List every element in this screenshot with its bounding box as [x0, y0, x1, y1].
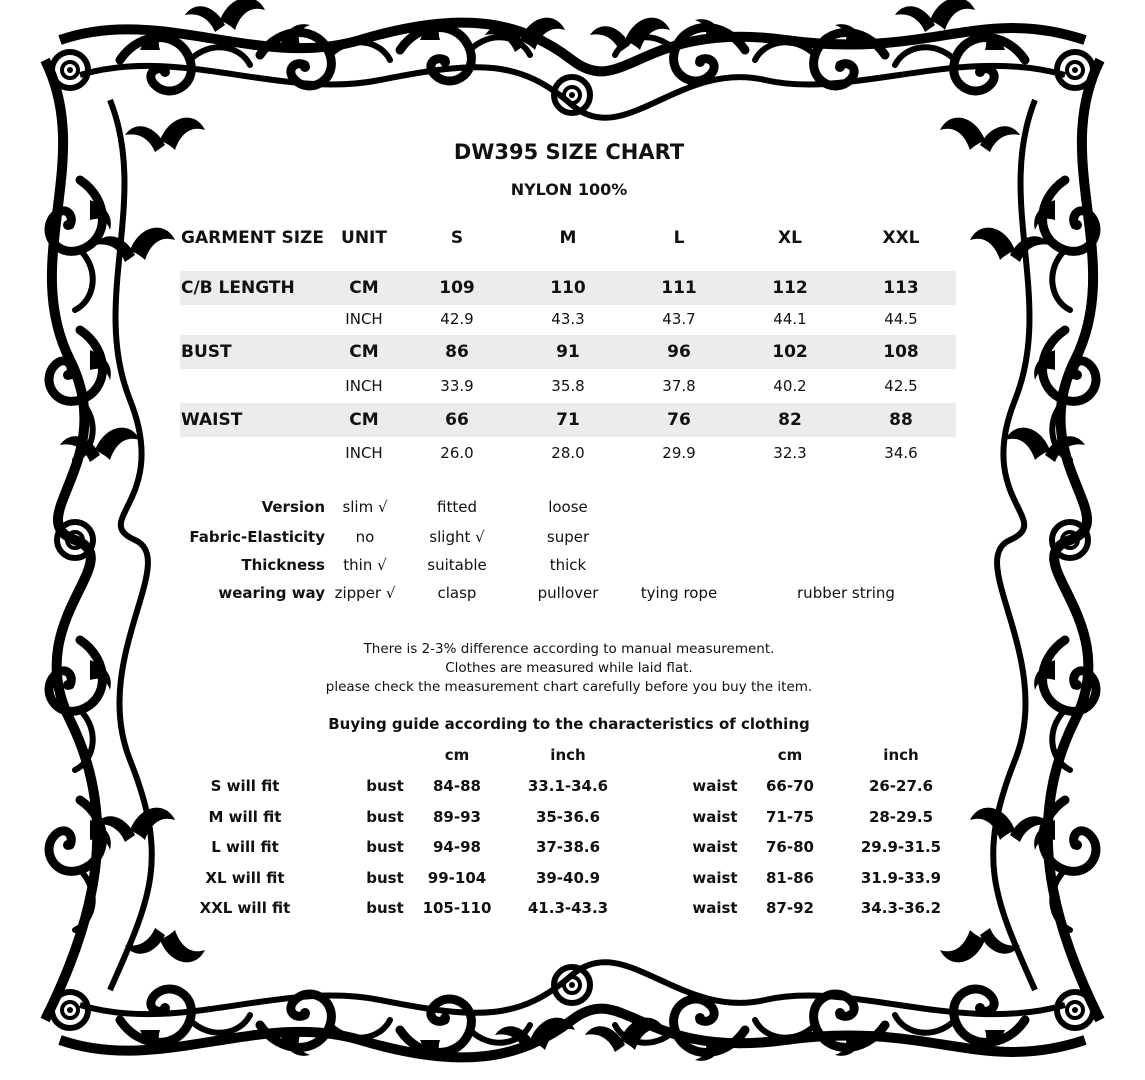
- property-option: thin √: [343, 556, 387, 574]
- guide-value: 66-70: [766, 777, 814, 795]
- guide-measure: waist: [692, 838, 738, 856]
- guide-value: 39-40.9: [535, 869, 601, 887]
- guide-measure: bust: [366, 808, 404, 826]
- property-option: suitable: [427, 556, 487, 574]
- header-size-m: M: [559, 228, 577, 248]
- guide-value: 31.9-33.9: [860, 869, 942, 887]
- guide-measure: bust: [366, 899, 404, 917]
- guide-value: 99-104: [427, 869, 487, 887]
- guide-value: 89-93: [433, 808, 481, 826]
- table-cell: 37.8: [662, 377, 696, 395]
- guide-header-inch: inch: [550, 746, 586, 764]
- guide-header-cm: cm: [777, 746, 803, 764]
- table-cell: 35.8: [551, 377, 585, 395]
- row-label-waist: WAIST: [181, 410, 243, 430]
- table-cell: 43.7: [662, 310, 696, 328]
- property-label-elasticity: Fabric-Elasticity: [189, 528, 325, 546]
- guide-measure: bust: [366, 869, 404, 887]
- table-cell: 71: [556, 410, 580, 430]
- guide-value: 37-38.6: [535, 838, 601, 856]
- unit-inch: INCH: [345, 377, 383, 395]
- row-label-length: C/B LENGTH: [181, 278, 295, 298]
- property-label-thickness: Thickness: [241, 556, 325, 574]
- property-option: rubber string: [797, 584, 895, 602]
- table-cell: 82: [778, 410, 802, 430]
- table-cell: 86: [445, 342, 469, 362]
- guide-value: 94-98: [433, 838, 481, 856]
- header-garment-size: GARMENT SIZE: [181, 228, 324, 248]
- guide-size: M will fit: [208, 808, 282, 826]
- property-option: slight √: [429, 528, 485, 546]
- table-cell: 42.9: [440, 310, 474, 328]
- property-option: loose: [548, 498, 588, 516]
- header-size-xxl: XXL: [882, 228, 920, 248]
- property-option: clasp: [437, 584, 477, 602]
- guide-size: S will fit: [210, 777, 280, 795]
- property-label-wearing-way: wearing way: [218, 584, 325, 602]
- table-cell: 108: [883, 342, 919, 362]
- guide-header-cm: cm: [444, 746, 470, 764]
- header-size-xl: XL: [778, 228, 802, 248]
- table-cell: 40.2: [773, 377, 807, 395]
- guide-measure: bust: [366, 838, 404, 856]
- header-size-l: L: [673, 228, 685, 248]
- guide-value: 76-80: [766, 838, 814, 856]
- table-cell: 110: [550, 278, 586, 298]
- table-cell: 33.9: [440, 377, 474, 395]
- unit-inch: INCH: [345, 444, 383, 462]
- guide-measure: waist: [692, 777, 738, 795]
- property-option: tying rope: [640, 584, 718, 602]
- property-option: zipper √: [334, 584, 396, 602]
- guide-value: 105-110: [422, 899, 492, 917]
- guide-measure: waist: [692, 899, 738, 917]
- table-cell: 111: [661, 278, 697, 298]
- guide-value: 71-75: [766, 808, 814, 826]
- table-cell: 109: [439, 278, 475, 298]
- guide-size: XL will fit: [205, 869, 285, 887]
- guide-value: 33.1-34.6: [527, 777, 609, 795]
- table-cell: 42.5: [884, 377, 918, 395]
- guide-value: 29.9-31.5: [860, 838, 942, 856]
- table-cell: 34.6: [884, 444, 918, 462]
- table-cell: 43.3: [551, 310, 585, 328]
- guide-value: 87-92: [766, 899, 814, 917]
- table-cell: 88: [889, 410, 913, 430]
- property-label-version: Version: [261, 498, 325, 516]
- guide-measure: waist: [692, 869, 738, 887]
- guide-value: 26-27.6: [868, 777, 934, 795]
- unit-cm: CM: [349, 410, 379, 430]
- table-cell: 113: [883, 278, 919, 298]
- table-cell: 44.5: [884, 310, 918, 328]
- table-cell: 102: [772, 342, 808, 362]
- row-label-bust: BUST: [181, 342, 232, 362]
- table-cell: 112: [772, 278, 808, 298]
- table-cell: 91: [556, 342, 580, 362]
- table-cell: 76: [667, 410, 691, 430]
- guide-value: 28-29.5: [868, 808, 934, 826]
- guide-measure: waist: [692, 808, 738, 826]
- guide-size: L will fit: [211, 838, 279, 856]
- unit-cm: CM: [349, 278, 379, 298]
- property-option: thick: [549, 556, 587, 574]
- guide-header-inch: inch: [883, 746, 919, 764]
- table-cell: 66: [445, 410, 469, 430]
- note-line: Clothes are measured while laid flat.: [445, 660, 693, 676]
- table-cell: 29.9: [662, 444, 696, 462]
- guide-size: XXL will fit: [199, 899, 291, 917]
- guide-value: 81-86: [766, 869, 814, 887]
- guide-value: 35-36.6: [535, 808, 601, 826]
- note-line: There is 2-3% difference according to manual measurement.: [363, 641, 775, 657]
- property-option: pullover: [537, 584, 599, 602]
- guide-measure: bust: [366, 777, 404, 795]
- material-label: NYLON 100%: [510, 180, 628, 199]
- property-option: slim √: [342, 498, 388, 516]
- guide-title: Buying guide according to the characteristics of clothing: [328, 715, 810, 733]
- property-option: super: [546, 528, 590, 546]
- header-size-s: S: [450, 228, 464, 248]
- guide-value: 41.3-43.3: [527, 899, 609, 917]
- table-cell: 44.1: [773, 310, 807, 328]
- table-cell: 96: [667, 342, 691, 362]
- header-unit: UNIT: [341, 228, 387, 248]
- guide-value: 84-88: [433, 777, 481, 795]
- note-line: please check the measurement chart carefully before you buy the item.: [325, 679, 813, 695]
- table-cell: 32.3: [773, 444, 807, 462]
- property-option: fitted: [437, 498, 477, 516]
- page-title: DW395 SIZE CHART: [453, 140, 685, 164]
- table-cell: 28.0: [551, 444, 585, 462]
- table-cell: 26.0: [440, 444, 474, 462]
- unit-cm: CM: [349, 342, 379, 362]
- guide-value: 34.3-36.2: [860, 899, 942, 917]
- property-option: no: [355, 528, 375, 546]
- unit-inch: INCH: [345, 310, 383, 328]
